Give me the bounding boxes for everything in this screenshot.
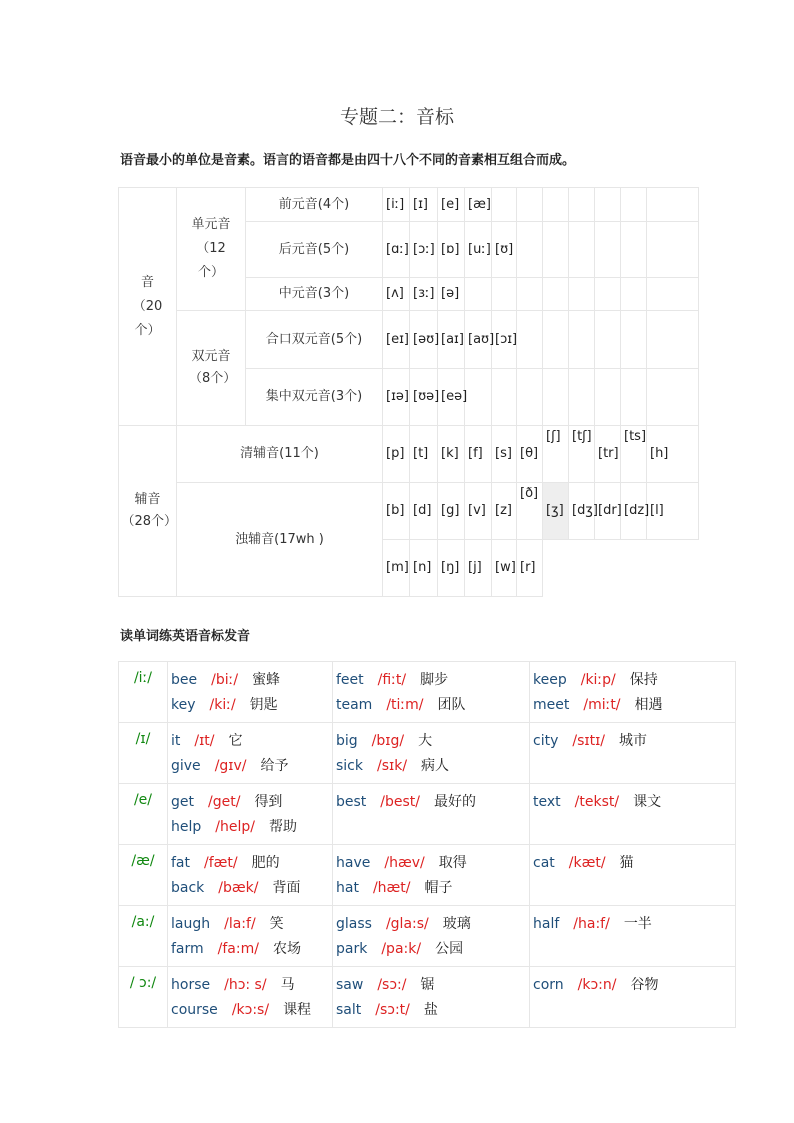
single-vowel-cell (177, 188, 246, 311)
english-word: fat (171, 855, 190, 871)
english-word: meet (533, 697, 570, 713)
table-row (119, 845, 736, 906)
chinese-meaning: 它 (228, 733, 243, 749)
section-heading: 读单词练英语音标发音 (120, 629, 251, 644)
voiced-consonant-symbol: [g] (438, 483, 465, 540)
ipa-transcription: /kæt/ (568, 855, 606, 871)
word-entry (171, 876, 332, 901)
chinese-meaning: 帮助 (268, 819, 297, 835)
word-entry (533, 668, 735, 693)
word-cell (530, 906, 736, 967)
english-word: have (336, 855, 371, 871)
english-word: salt (336, 1002, 362, 1018)
word-entry (533, 693, 735, 718)
back-vowel-symbol: [ɑː] (383, 222, 410, 278)
english-word: horse (171, 977, 211, 993)
ipa-transcription: /sɔ:t/ (375, 1002, 410, 1018)
chinese-meaning: 保持 (629, 672, 658, 688)
english-word: glass (336, 916, 372, 932)
back-vowel-symbol: [ɒ] (438, 222, 465, 278)
word-cell (168, 845, 333, 906)
table-row (119, 723, 736, 784)
english-word: bee (171, 672, 198, 688)
word-cell (530, 784, 736, 845)
chinese-meaning: 病人 (421, 758, 450, 774)
word-cell (333, 784, 530, 845)
english-word: it (171, 733, 181, 749)
phoneme-cell: /æ/ (119, 845, 168, 906)
voiceless-consonant-symbol: [k] (438, 426, 465, 483)
voiceless-consonant-label: 清辅音(11个) (177, 426, 383, 483)
word-entry (336, 790, 529, 815)
intro-text: 语音最小的单位是音素。语言的语音都是由四十八个不同的音素相互组合而成。 (120, 153, 576, 168)
ipa-transcription: /fæt/ (204, 855, 238, 871)
ipa-transcription: /gɪv/ (214, 758, 247, 774)
centering-diphthong-label: 集中双元音(3个) (246, 369, 383, 426)
english-word: back (171, 880, 205, 896)
voiced-consonant-symbol: [dz] (621, 483, 647, 540)
voiced-consonant-symbol: [v] (465, 483, 492, 540)
chinese-meaning: 一半 (623, 916, 652, 932)
consonant-group-label: 辅音（28个） (121, 492, 178, 529)
ipa-transcription: /best/ (380, 794, 421, 810)
english-word: park (336, 941, 368, 957)
chinese-meaning: 猫 (619, 855, 634, 871)
word-entry (336, 937, 529, 962)
chinese-meaning: 肥的 (251, 855, 280, 871)
closing-diphthong-symbol: [eɪ] (383, 311, 410, 369)
chinese-meaning: 盐 (423, 1002, 438, 1018)
english-word: city (533, 733, 559, 749)
word-entry (171, 790, 332, 815)
word-entry (336, 729, 529, 754)
voiceless-consonant-symbol: [s] (492, 426, 517, 483)
word-cell (530, 723, 736, 784)
ipa-transcription: /bæk/ (218, 880, 259, 896)
voiced-consonant-symbol: [ð] (517, 483, 543, 540)
chinese-meaning: 取得 (438, 855, 467, 871)
word-entry (336, 876, 529, 901)
voiceless-consonant-symbol: [tr] (595, 426, 621, 483)
english-word: big (336, 733, 358, 749)
ipa-transcription: /hɔ: s/ (224, 977, 267, 993)
chinese-meaning: 团队 (437, 697, 466, 713)
phoneme-table (118, 187, 699, 597)
back-vowel-symbol: [uː] (465, 222, 492, 278)
central-vowel-symbol: [ɜː] (410, 278, 438, 311)
english-word: corn (533, 977, 564, 993)
voiced-consonant-symbol: [ʒ] (543, 483, 569, 540)
word-cell (168, 662, 333, 723)
word-entry (533, 851, 735, 876)
ipa-transcription: /miːt/ (583, 697, 621, 713)
voiceless-consonant-symbol: [θ] (517, 426, 543, 483)
english-word: laugh (171, 916, 211, 932)
english-word: feet (336, 672, 364, 688)
word-cell (168, 967, 333, 1028)
word-cell (333, 662, 530, 723)
word-entry (533, 790, 735, 815)
word-entry (336, 754, 529, 779)
voiced-consonant-symbol: [dr] (595, 483, 621, 540)
word-cell (168, 784, 333, 845)
chinese-meaning: 马 (280, 977, 295, 993)
front-vowel-label: 前元音(4个) (246, 188, 383, 222)
english-word: team (336, 697, 373, 713)
ipa-transcription: /hæt/ (372, 880, 411, 896)
chinese-meaning: 脚步 (420, 672, 449, 688)
chinese-meaning: 蜜蜂 (252, 672, 281, 688)
ipa-transcription: /gla:s/ (385, 916, 429, 932)
english-word: cat (533, 855, 555, 871)
front-vowel-symbol: [e] (438, 188, 465, 222)
chinese-meaning: 农场 (272, 941, 301, 957)
word-entry (171, 937, 332, 962)
central-vowel-symbol: [ʌ] (383, 278, 410, 311)
voiced-consonant-symbol: [ŋ] (438, 540, 465, 597)
word-cell (333, 845, 530, 906)
word-entry (533, 912, 735, 937)
voiced-consonant-symbol: [b] (383, 483, 410, 540)
word-cell (530, 845, 736, 906)
double-vowel-cell (177, 311, 246, 426)
ipa-transcription: /kɔ:n/ (577, 977, 617, 993)
english-word: saw (336, 977, 364, 993)
chinese-meaning: 城市 (619, 733, 647, 749)
word-practice-table (118, 661, 736, 1028)
chinese-meaning: 钥匙 (249, 697, 278, 713)
table-row (119, 906, 736, 967)
phoneme-cell: /iː/ (119, 662, 168, 723)
ipa-transcription: /hæv/ (384, 855, 425, 871)
back-vowel-label: 后元音(5个) (246, 222, 383, 278)
ipa-transcription: /ha:f/ (573, 916, 610, 932)
voiced-consonant-symbol: [j] (465, 540, 492, 597)
ipa-transcription: /kɔ:s/ (231, 1002, 270, 1018)
back-vowel-symbol: [ɔː] (410, 222, 438, 278)
table-row (119, 662, 736, 723)
ipa-transcription: /la:f/ (224, 916, 256, 932)
voiced-consonant-symbol: [d] (410, 483, 438, 540)
english-word: get (171, 794, 194, 810)
ipa-transcription: /kiː/ (209, 697, 236, 713)
ipa-transcription: /get/ (208, 794, 241, 810)
chinese-meaning: 锯 (420, 977, 435, 993)
ipa-transcription: /fiːt/ (377, 672, 407, 688)
voiced-consonant-symbol: [m] (383, 540, 410, 597)
closing-diphthong-symbol: [aɪ] (438, 311, 465, 369)
phoneme-cell: / ɔ:/ (119, 967, 168, 1028)
voiceless-consonant-symbol: [tʃ] (569, 426, 595, 483)
word-cell (333, 723, 530, 784)
chinese-meaning: 谷物 (630, 977, 659, 993)
word-entry (171, 668, 332, 693)
phoneme-cell: /a:/ (119, 906, 168, 967)
consonant-group-cell (119, 426, 177, 597)
chinese-meaning: 最好的 (434, 794, 477, 810)
word-entry (171, 912, 332, 937)
centering-diphthong-symbol: [ɪə] (383, 369, 410, 426)
voiceless-consonant-symbol: [f] (465, 426, 492, 483)
table-row (119, 967, 736, 1028)
ipa-transcription: /kiːp/ (580, 672, 616, 688)
voiceless-consonant-symbol: [ts] (621, 426, 647, 483)
voiced-consonant-symbol: [w] (492, 540, 517, 597)
word-entry (171, 851, 332, 876)
ipa-transcription: /sɪtɪ/ (572, 733, 605, 749)
word-entry (336, 998, 529, 1023)
back-vowel-symbol: [ʊ] (492, 222, 517, 278)
front-vowel-symbol: [æ] (465, 188, 492, 222)
vowel-group-label: 音（20个） (132, 274, 163, 338)
ipa-transcription: /bɪg/ (371, 733, 405, 749)
english-word: course (171, 1002, 218, 1018)
chinese-meaning: 课文 (633, 794, 662, 810)
voiced-consonant-symbol: [n] (410, 540, 438, 597)
ipa-transcription: /tekst/ (574, 794, 620, 810)
vowel-group-cell (119, 188, 177, 426)
chinese-meaning: 大 (418, 733, 433, 749)
word-entry (336, 851, 529, 876)
voiced-consonant-symbol: [z] (492, 483, 517, 540)
closing-diphthong-symbol: [əʊ] (410, 311, 438, 369)
word-entry (336, 668, 529, 693)
word-cell (168, 723, 333, 784)
front-vowel-symbol: [iː] (383, 188, 410, 222)
voiceless-consonant-symbol: [t] (410, 426, 438, 483)
word-cell (333, 906, 530, 967)
english-word: best (336, 794, 367, 810)
word-entry (336, 973, 529, 998)
chinese-meaning: 得到 (254, 794, 283, 810)
phoneme-cell: /ɪ/ (119, 723, 168, 784)
voiceless-consonant-symbol: [p] (383, 426, 410, 483)
chinese-meaning: 给予 (260, 758, 289, 774)
ipa-transcription: /biː/ (211, 672, 239, 688)
english-word: help (171, 819, 202, 835)
voiceless-consonant-symbol: [h] (647, 426, 699, 483)
voiceless-consonant-symbol: [ʃ] (543, 426, 569, 483)
phoneme-cell: /e/ (119, 784, 168, 845)
centering-diphthong-symbol: [eə] (438, 369, 465, 426)
word-entry (533, 729, 735, 754)
word-entry (171, 815, 332, 840)
ipa-transcription: /pa:k/ (381, 941, 422, 957)
word-cell (530, 662, 736, 723)
voiced-consonant-label: 浊辅音(17wh ) (177, 483, 383, 597)
english-word: keep (533, 672, 567, 688)
single-vowel-label: 单元音（12个） (191, 217, 231, 280)
english-word: text (533, 794, 561, 810)
chinese-meaning: 背面 (272, 880, 301, 896)
english-word: key (171, 697, 196, 713)
english-word: hat (336, 880, 359, 896)
english-word: farm (171, 941, 204, 957)
double-vowel-label: 双元音（8个） (189, 349, 237, 386)
chinese-meaning: 公园 (435, 941, 464, 957)
english-word: half (533, 916, 560, 932)
word-entry (171, 998, 332, 1023)
chinese-meaning: 帽子 (424, 880, 453, 896)
voiced-consonant-symbol: [l] (647, 483, 699, 540)
closing-diphthong-symbol: [aʊ] (465, 311, 492, 369)
table-row (119, 784, 736, 845)
closing-diphthong-label: 合口双元音(5个) (246, 311, 383, 369)
ipa-transcription: /tiːm/ (386, 697, 424, 713)
ipa-transcription: /help/ (215, 819, 255, 835)
word-cell (168, 906, 333, 967)
word-entry (171, 693, 332, 718)
word-entry (171, 729, 332, 754)
centering-diphthong-symbol: [ʊə] (410, 369, 438, 426)
central-vowel-symbol: [ə] (438, 278, 465, 311)
ipa-transcription: /fa:m/ (217, 941, 259, 957)
word-entry (171, 754, 332, 779)
word-entry (336, 693, 529, 718)
voiced-consonant-symbol: [r] (517, 540, 543, 597)
word-entry (171, 973, 332, 998)
word-cell (530, 967, 736, 1028)
english-word: give (171, 758, 201, 774)
page-title: 专题二：音标 (339, 106, 454, 128)
chinese-meaning: 笑 (269, 916, 284, 932)
voiced-consonant-symbol: [dʒ] (569, 483, 595, 540)
word-entry (533, 973, 735, 998)
chinese-meaning: 相遇 (634, 697, 663, 713)
ipa-transcription: /sɔ:/ (377, 977, 407, 993)
ipa-transcription: /sɪk/ (377, 758, 408, 774)
word-cell (333, 967, 530, 1028)
ipa-transcription: /ɪt/ (194, 733, 215, 749)
chinese-meaning: 玻璃 (442, 916, 471, 932)
chinese-meaning: 课程 (283, 1002, 312, 1018)
front-vowel-symbol: [ɪ] (410, 188, 438, 222)
central-vowel-label: 中元音(3个) (246, 278, 383, 311)
closing-diphthong-symbol: [ɔɪ] (492, 311, 517, 369)
word-entry (336, 912, 529, 937)
english-word: sick (336, 758, 363, 774)
